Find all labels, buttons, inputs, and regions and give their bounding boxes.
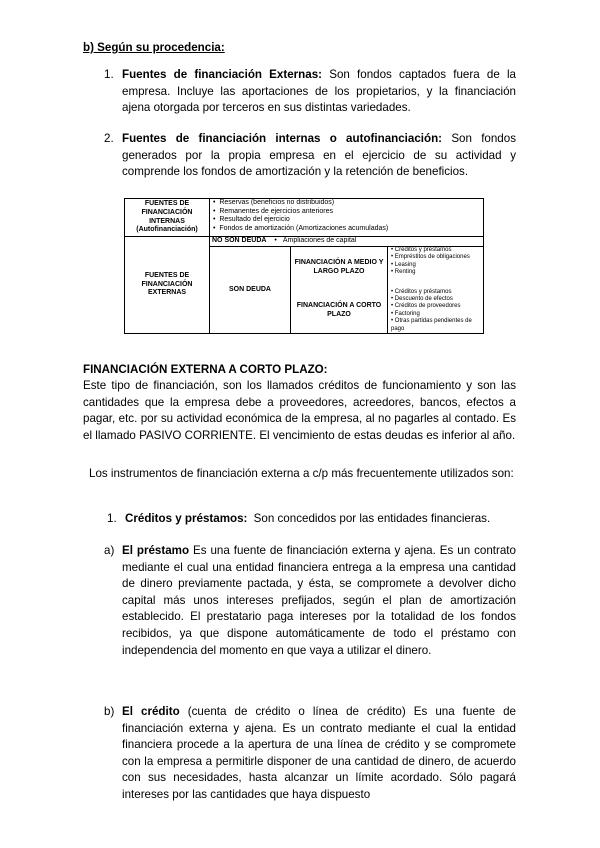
- debt-label: SON DEUDA: [210, 247, 291, 334]
- list-item: • Empréstitos de obligaciones: [391, 254, 480, 261]
- term: Fuentes de financiación Externas:: [122, 68, 323, 81]
- term: El crédito: [122, 705, 180, 718]
- no-debt-item: Ampliaciones de capital: [282, 237, 357, 244]
- credit-item: [122, 704, 516, 804]
- credits-loans-item: [125, 511, 516, 528]
- instruments-paragraph: Los instrumentos de financiación externa a c/p más frecuentemente utilizados son:: [89, 467, 514, 480]
- list-item: • Renting: [391, 269, 480, 276]
- definition: (cuenta de crédito o línea de crédito) Es una fuente de financiación externa y ajena. Es un contrato mediante el cual la entidad financiera procede a la apertura de una línea de crédito y se compromete con la empresa a permitirle disponer de una cantidad de dinero, de acuerdo con sus necesidades, hasta alcanzar un límite acordado. Sólo pagará intereses por las cantidades que haya dispuesto: [122, 705, 516, 801]
- intro-paragraph: Este tipo de financiación, son los llamados créditos de funcionamiento y son las cantidades que la empresa debe a proveedores, acreedores, bancos, efectos a pagar, etc. por su actividad económica de la empresa, al no pagarles al contado. Es el llamado PASIVO CORRIENTE. El vencimiento de estas deudas es inferior al año.: [83, 379, 516, 442]
- term: Créditos y préstamos:: [125, 512, 248, 525]
- list-item: • Resultado del ejercicio: [213, 216, 480, 225]
- definition: Son fondos generados por la propia empresa en el ejercicio de su actividad y comprende los fondos de amortización y la retención de beneficios.: [122, 132, 517, 179]
- internal-funding-items: [210, 199, 484, 237]
- list-number: 1.: [104, 68, 114, 81]
- short-term-label: FINANCIACIÓN A CORTO PLAZO: [291, 289, 388, 334]
- short-term-items: [388, 289, 484, 334]
- internal-funding-label: FUENTES DE FINANCIACIÓN INTERNAS (Autofinanciación): [125, 199, 210, 237]
- definition: Son concedidos por las entidades financieras.: [253, 512, 491, 525]
- list-number: 1.: [107, 512, 117, 525]
- term: El préstamo: [122, 544, 190, 557]
- loan-item: [122, 543, 516, 659]
- list-item: • Créditos y préstamos: [391, 289, 480, 296]
- list-item-internal-funding: [122, 131, 516, 181]
- list-item: • Leasing: [391, 262, 480, 269]
- list-item: • Créditos de proveedores: [391, 303, 480, 310]
- no-debt-row: [210, 237, 484, 247]
- list-item: • Otras partidas pendientes de pago: [391, 318, 480, 333]
- list-number: 2.: [104, 132, 114, 145]
- list-item-external-funding: [122, 67, 516, 117]
- bullet: •: [274, 237, 277, 244]
- definition: Es una fuente de financiación externa y ajena. Es un contrato mediante el cual una entidad financiera entrega a la empresa una cantidad de dinero previamente pactada, y ésta, se compromete a devolver dicho capital más unos intereses prefijados, según el plan de amortización establecido. El prestatario paga intereses por la totalidad de los fondos recibidos, ya que dispone automáticamente de todo el préstamo con independencia del momento en que vaya a utilizar el dinero.: [122, 544, 516, 657]
- list-item: • Reservas (beneficios no distribuidos): [213, 199, 480, 208]
- long-term-label: FINANCIACIÓN A MEDIO Y LARGO PLAZO: [291, 247, 388, 289]
- list-item: • Descuento de efectos: [391, 296, 480, 303]
- external-funding-label: FUENTES DE FINANCIACIÓN EXTERNAS: [125, 237, 210, 334]
- section-title: FINANCIACIÓN EXTERNA A CORTO PLAZO:: [83, 363, 328, 376]
- financing-sources-table: [124, 198, 484, 334]
- list-item: • Remanentes de ejercicios anteriores: [213, 208, 480, 217]
- list-label: a): [104, 544, 115, 557]
- list-item: • Créditos y préstamos: [391, 247, 480, 254]
- long-term-items: [388, 247, 484, 289]
- list-item: • Factoring: [391, 311, 480, 318]
- section-b-heading: b) Según su procedencia:: [83, 41, 225, 54]
- definition: Son fondos captados fuera de la empresa. Incluye las aportaciones de los propietarios, y la financiación ajena otorgada por terceros en sus distintas variedades.: [122, 68, 516, 115]
- list-label: b): [104, 705, 115, 718]
- no-debt-label: NO SON DEUDA: [212, 237, 267, 244]
- term: Fuentes de financiación internas o autofinanciación:: [122, 132, 443, 145]
- list-item: • Fondos de amortización (Amortizaciones acumuladas): [213, 225, 480, 234]
